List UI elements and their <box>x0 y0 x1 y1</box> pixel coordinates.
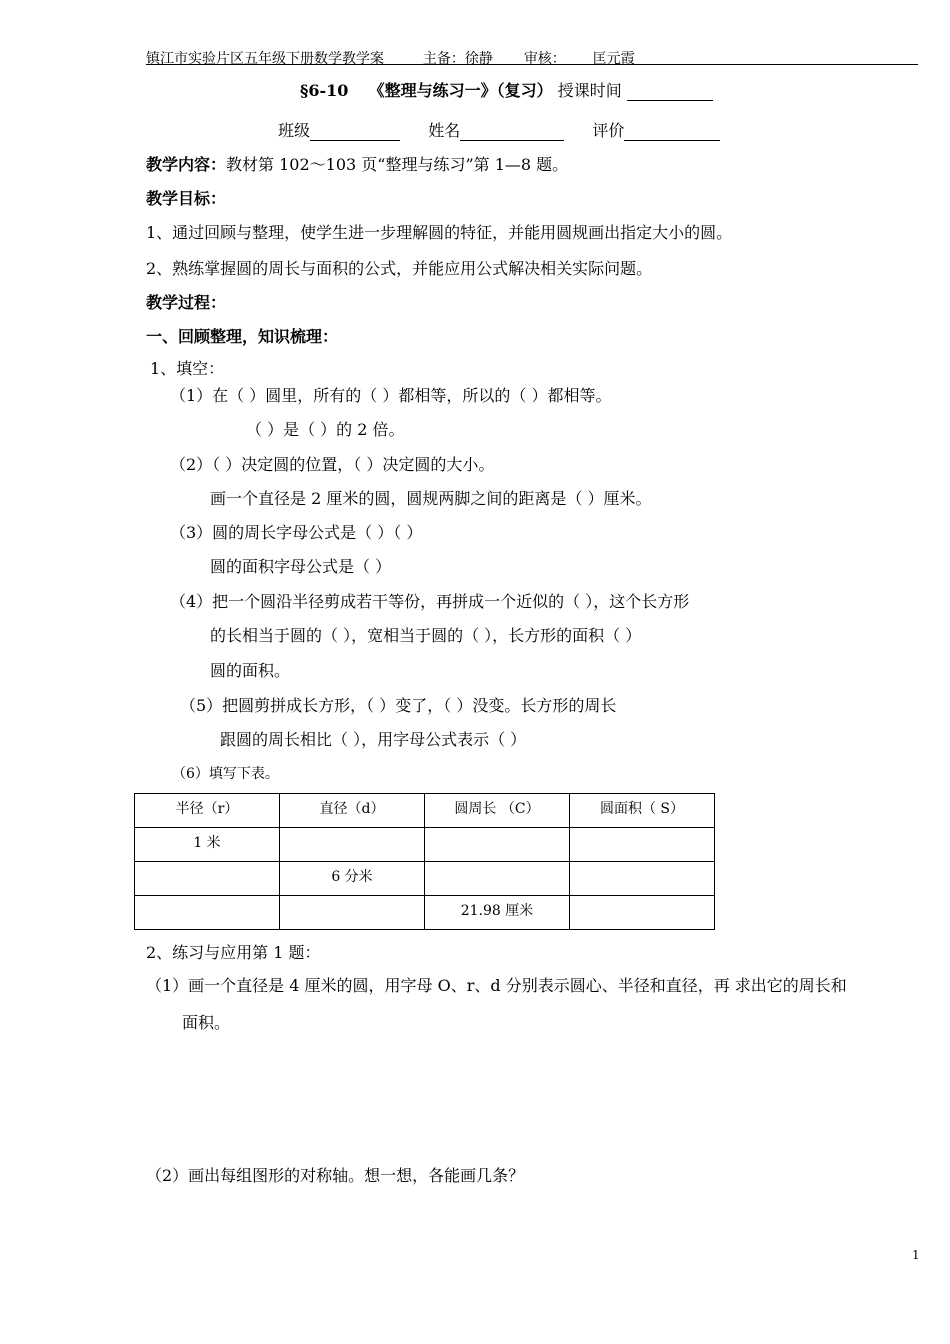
question-5b: 跟圆的周长相比（ ），用字母公式表示（ ） <box>220 730 527 749</box>
question-4a: （4）把一个圆沿半径剪成若干等份，再拼成一个近似的（ ），这个长方形 <box>170 592 690 611</box>
teaching-content <box>146 152 568 175</box>
practice-1b: 面积。 <box>182 1013 231 1032</box>
question-2b: 画一个直径是 2 厘米的圆，圆规两脚之间的距离是（ ）厘米。 <box>210 489 652 508</box>
header-school-course: 镇江市实验片区五年级下册数学教学案 <box>146 51 384 67</box>
table-header-cell: 半径（r） <box>135 794 280 828</box>
question-4b: 的长相当于圆的（ ），宽相当于圆的（ ），长方形的面积（ ） <box>210 626 642 645</box>
eval-blank[interactable] <box>624 124 720 141</box>
table-cell[interactable] <box>570 896 715 930</box>
practice-2: （2）画出每组图形的对称轴。想一想，各能画几条？ <box>146 1166 525 1185</box>
table-cell[interactable] <box>570 862 715 896</box>
class-label: 班级 <box>278 121 311 140</box>
table-cell[interactable] <box>425 862 570 896</box>
table-cell[interactable]: 1 米 <box>135 828 280 862</box>
time-blank[interactable] <box>627 84 713 101</box>
goal-item-2: 2、熟练掌握圆的周长与面积的公式，并能应用公式解决相关实际问题。 <box>146 259 653 278</box>
page-number: 1 <box>912 1248 920 1262</box>
title-time-label: 授课时间 <box>557 81 622 100</box>
eval-label: 评价 <box>592 121 625 140</box>
section-review-heading: 一、回顾整理，知识梳理： <box>146 327 339 346</box>
practice-1a: （1）画一个直径是 4 厘米的圆，用字母 O、r、d 分别表示圆心、半径和直径，再 求出它的周长和 <box>146 976 847 995</box>
title-name: 《整理与练习一》（复习） <box>368 81 553 100</box>
table-header-cell: 圆面积（ S） <box>570 794 715 828</box>
table-cell[interactable]: 6 分米 <box>280 862 425 896</box>
header-reviewer: 匡元霞 <box>592 51 635 67</box>
practice-label: 2、练习与应用第 1 题： <box>146 943 321 962</box>
question-3b: 圆的面积字母公式是（ ） <box>210 557 392 576</box>
table-cell[interactable] <box>135 896 280 930</box>
page-header <box>146 48 635 68</box>
process-label: 教学过程： <box>146 293 227 312</box>
table-cell[interactable] <box>280 896 425 930</box>
header-divider <box>146 64 918 65</box>
table-row <box>135 896 715 930</box>
question-3a: （3）圆的周长字母公式是（ ）（ ） <box>170 523 423 542</box>
goal-item-1: 1、通过回顾与整理，使学生进一步理解圆的特征，并能用圆规画出指定大小的圆。 <box>146 223 733 242</box>
question-6: （6）填写下表。 <box>172 766 279 782</box>
goals-label: 教学目标： <box>146 189 227 208</box>
name-label: 姓名 <box>428 121 461 140</box>
page-title <box>300 78 713 101</box>
table-cell[interactable] <box>570 828 715 862</box>
info-line <box>278 118 720 141</box>
title-section: §6-10 <box>300 81 349 100</box>
header-reviewer-label: 审核： <box>523 51 566 67</box>
table-cell[interactable] <box>425 828 570 862</box>
question-4c: 圆的面积。 <box>210 661 291 680</box>
table-cell[interactable]: 21.98 厘米 <box>425 896 570 930</box>
table-header-row <box>135 794 715 828</box>
header-preparer: 主备：徐静 <box>422 51 493 67</box>
content-text: 教材第 102～103 页“整理与练习”第 1—8 题。 <box>226 155 569 174</box>
class-blank[interactable] <box>310 124 400 141</box>
name-blank[interactable] <box>460 124 564 141</box>
question-1b: （ ）是（ ）的 2 倍。 <box>246 420 405 439</box>
question-5a: （5）把圆剪拼成长方形，（ ）变了，（ ）没变。长方形的周长 <box>180 696 617 715</box>
table-cell[interactable] <box>135 862 280 896</box>
table-row <box>135 828 715 862</box>
fill-in-label: 1、填空： <box>150 359 225 378</box>
table-row <box>135 862 715 896</box>
question-2a: （2）（ ）决定圆的位置，（ ）决定圆的大小。 <box>170 455 495 474</box>
question-1a: （1）在（ ）圆里，所有的（ ）都相等，所以的（ ）都相等。 <box>170 386 612 405</box>
circle-table <box>134 793 715 930</box>
content-label: 教学内容： <box>146 155 227 174</box>
table-cell[interactable] <box>280 828 425 862</box>
table-header-cell: 直径（d） <box>280 794 425 828</box>
table-header-cell: 圆周长 （C） <box>425 794 570 828</box>
